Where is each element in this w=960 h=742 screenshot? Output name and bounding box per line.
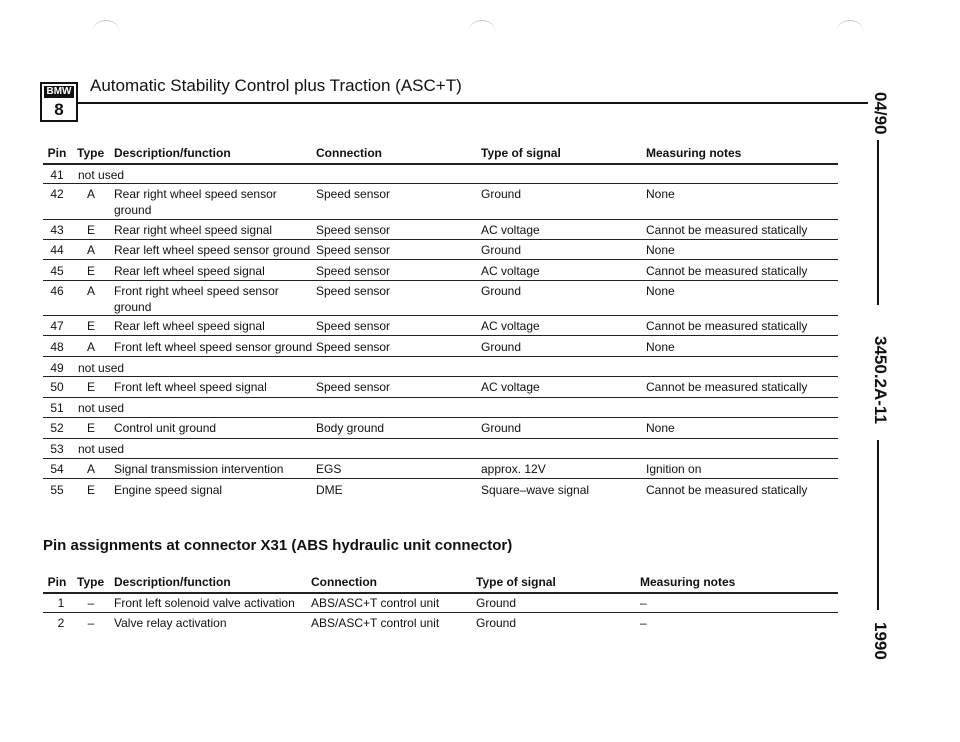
cell-connection: Speed sensor [316, 319, 391, 333]
cell-notes: None [646, 187, 675, 201]
col-connection-header: Connection [311, 575, 377, 589]
cell-description: Engine speed signal [114, 483, 223, 497]
cell-connection: DME [316, 483, 343, 497]
cell-type: A [86, 284, 95, 298]
cell-pin: 41 [50, 168, 64, 182]
cell-notes: None [646, 243, 675, 257]
row-rule [43, 280, 838, 281]
cell-description: not used [78, 442, 125, 456]
cell-connection: EGS [316, 462, 342, 476]
cell-signal: approx. 12V [481, 462, 546, 476]
cell-notes: Cannot be measured statically [646, 483, 808, 497]
cell-description-cont: ground [114, 203, 152, 217]
row-rule [43, 612, 838, 613]
cell-signal: Ground [476, 616, 517, 630]
section-heading: Pin assignments at connector X31 (ABS hydraulic unit connector) [43, 537, 513, 554]
cell-signal: Ground [476, 596, 517, 610]
cell-type: E [86, 380, 95, 394]
cell-pin: 1 [57, 596, 65, 610]
row-rule [43, 397, 838, 398]
cell-pin: 43 [50, 223, 64, 237]
cell-connection: Speed sensor [316, 187, 391, 201]
cell-connection: ABS/ASC+T control unit [311, 596, 440, 610]
cell-connection: Speed sensor [316, 284, 391, 298]
cell-signal: AC voltage [481, 264, 540, 278]
cell-notes: Cannot be measured statically [646, 264, 808, 278]
row-rule [43, 376, 838, 377]
cell-pin: 2 [57, 616, 65, 630]
side-year: 1990 [871, 622, 890, 660]
table1-header-rule [43, 163, 838, 165]
cell-description: not used [78, 361, 125, 375]
cell-type: – [87, 596, 95, 610]
row-rule [43, 478, 838, 479]
cell-signal: Ground [481, 284, 522, 298]
cell-type: E [86, 421, 95, 435]
cell-description: Signal transmission intervention [114, 462, 284, 476]
title-rule [78, 102, 868, 104]
cell-connection: Speed sensor [316, 264, 391, 278]
logo-top-text: BMW [44, 86, 74, 98]
cell-connection: Speed sensor [316, 380, 391, 394]
cell-type: E [86, 223, 95, 237]
cell-description: Rear left wheel speed signal [114, 319, 265, 333]
cell-type: A [86, 187, 95, 201]
cell-pin: 53 [50, 442, 64, 456]
cell-description: Rear left wheel speed signal [114, 264, 265, 278]
cell-description: Front left solenoid valve activation [114, 596, 295, 610]
cell-pin: 55 [50, 483, 64, 497]
cell-signal: AC voltage [481, 380, 540, 394]
cell-signal: Ground [481, 340, 522, 354]
row-rule [43, 259, 838, 260]
cell-type: A [86, 462, 95, 476]
cell-type: – [87, 616, 95, 630]
row-rule [43, 315, 838, 316]
page-title: Automatic Stability Control plus Traction (ASC+T) [90, 76, 462, 95]
cell-signal: Ground [481, 421, 522, 435]
cell-description: Front right wheel speed sensor [114, 284, 279, 298]
cell-type: E [86, 483, 95, 497]
cell-notes: None [646, 284, 675, 298]
cell-pin: 51 [50, 401, 64, 415]
side-divider [877, 140, 879, 305]
side-divider [877, 440, 879, 610]
cell-signal: AC voltage [481, 223, 540, 237]
cell-notes: – [640, 596, 647, 610]
cell-pin: 48 [50, 340, 64, 354]
cell-signal: Ground [481, 243, 522, 257]
cell-pin: 47 [50, 319, 64, 333]
col-notes-header: Measuring notes [646, 146, 742, 160]
col-notes-header: Measuring notes [640, 575, 736, 589]
cell-pin: 42 [50, 187, 64, 201]
cell-pin: 52 [50, 421, 64, 435]
row-rule [43, 438, 838, 439]
cell-connection: Speed sensor [316, 223, 391, 237]
cell-pin: 46 [50, 284, 64, 298]
side-date: 04/90 [871, 92, 890, 135]
col-pin-header: Pin [47, 575, 67, 589]
cell-notes: Cannot be measured statically [646, 319, 808, 333]
cell-pin: 44 [50, 243, 64, 257]
col-type-header: Type [77, 575, 105, 589]
cell-pin: 50 [50, 380, 64, 394]
cell-description: Front left wheel speed signal [114, 380, 267, 394]
cell-connection: Speed sensor [316, 340, 391, 354]
cell-notes: Ignition on [646, 462, 702, 476]
cell-pin: 45 [50, 264, 64, 278]
scan-mark [468, 20, 496, 45]
cell-connection: Speed sensor [316, 243, 391, 257]
row-rule [43, 417, 838, 418]
col-signal-header: Type of signal [481, 146, 561, 160]
row-rule [43, 458, 838, 459]
cell-description: Rear left wheel speed sensor ground [114, 243, 311, 257]
cell-signal: AC voltage [481, 319, 540, 333]
cell-type: E [86, 319, 95, 333]
cell-notes: None [646, 340, 675, 354]
logo-number: 8 [54, 100, 64, 119]
col-pin-header: Pin [47, 146, 67, 160]
cell-description: Control unit ground [114, 421, 217, 435]
cell-notes: Cannot be measured statically [646, 223, 808, 237]
cell-connection: Body ground [316, 421, 385, 435]
cell-notes: – [640, 616, 647, 630]
col-description-header: Description/function [114, 575, 231, 589]
col-signal-header: Type of signal [476, 575, 556, 589]
cell-type: A [86, 243, 95, 257]
cell-signal: Square–wave signal [481, 483, 590, 497]
cell-description: Valve relay activation [114, 616, 227, 630]
cell-description: not used [78, 168, 125, 182]
row-rule [43, 239, 838, 240]
scan-mark [92, 20, 120, 45]
bmw-logo [40, 82, 78, 122]
col-connection-header: Connection [316, 146, 382, 160]
cell-type: E [86, 264, 95, 278]
cell-notes: None [646, 421, 675, 435]
row-rule [43, 356, 838, 357]
row-rule [43, 219, 838, 220]
table2-header-rule [43, 592, 838, 594]
row-rule [43, 335, 838, 336]
scan-mark [836, 20, 864, 45]
cell-description: Front left wheel speed sensor ground [114, 340, 313, 354]
cell-description-cont: ground [114, 300, 152, 314]
cell-pin: 54 [50, 462, 64, 476]
cell-description: Rear right wheel speed sensor [114, 187, 277, 201]
col-description-header: Description/function [114, 146, 231, 160]
cell-notes: Cannot be measured statically [646, 380, 808, 394]
side-doc-number: 3450.2A-11 [871, 336, 890, 424]
cell-connection: ABS/ASC+T control unit [311, 616, 440, 630]
row-rule [43, 183, 838, 184]
cell-description: not used [78, 401, 125, 415]
cell-signal: Ground [481, 187, 522, 201]
cell-description: Rear right wheel speed signal [114, 223, 273, 237]
cell-pin: 49 [50, 361, 64, 375]
col-type-header: Type [77, 146, 105, 160]
cell-type: A [86, 340, 95, 354]
